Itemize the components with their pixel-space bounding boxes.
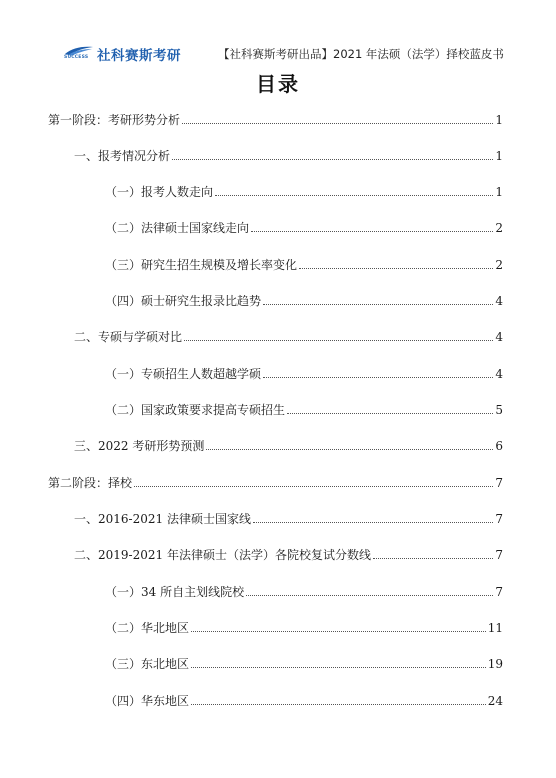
toc-entry-label: （一）报考人数走向 xyxy=(105,185,214,199)
toc-entry-label: 第二阶段：择校 xyxy=(48,476,133,490)
toc-entry-label: （四）硕士研究生报录比趋势 xyxy=(105,294,262,308)
toc-entry-label: （二）国家政策要求提高专硕招生 xyxy=(105,403,286,417)
toc-dot-leader xyxy=(191,704,486,705)
toc-entry[interactable] xyxy=(105,401,503,417)
toc-dot-leader xyxy=(287,413,493,414)
toc-entry-page: 7 xyxy=(495,476,503,490)
toc-entry[interactable] xyxy=(105,692,503,708)
toc-entry-label: （二）法律硕士国家线走向 xyxy=(105,221,250,235)
toc-entry[interactable] xyxy=(74,437,503,453)
toc-entry[interactable] xyxy=(48,474,503,490)
toc-dot-leader xyxy=(251,231,493,232)
toc-entry-page: 2 xyxy=(495,258,503,272)
toc-entry[interactable] xyxy=(105,219,503,235)
toc-entry-page: 6 xyxy=(495,439,503,453)
toc-dot-leader xyxy=(373,558,493,559)
toc-dot-leader xyxy=(206,449,493,450)
toc-entry[interactable] xyxy=(105,183,503,199)
toc-entry-label: （二）华北地区 xyxy=(105,621,190,635)
toc-entry[interactable] xyxy=(105,256,503,272)
toc-entry-label: （三）研究生招生规模及增长率变化 xyxy=(105,258,298,272)
toc-dot-leader xyxy=(246,595,493,596)
toc-entry-label: （三）东北地区 xyxy=(105,657,190,671)
toc-entry[interactable] xyxy=(105,655,503,671)
toc-dot-leader xyxy=(191,631,486,632)
toc-dot-leader xyxy=(215,195,493,196)
toc-entry-page: 11 xyxy=(487,621,503,635)
toc-dot-leader xyxy=(184,340,493,341)
toc-entry-page: 4 xyxy=(495,330,503,344)
toc-entry-label: 第一阶段：考研形势分析 xyxy=(48,113,181,127)
toc-entry[interactable] xyxy=(105,292,503,308)
page-title: 目录 xyxy=(256,72,300,96)
toc-dot-leader xyxy=(299,268,493,269)
toc-entry-label: 二、2019-2021 年法律硕士（法学）各院校复试分数线 xyxy=(74,548,371,562)
toc-entry-page: 7 xyxy=(495,585,503,599)
toc-entry-label: （四）华东地区 xyxy=(105,694,190,708)
toc-entry-label: （一）34 所自主划线院校 xyxy=(105,585,245,599)
toc-entry-page: 1 xyxy=(495,149,503,163)
toc-entry-page: 19 xyxy=(487,657,503,671)
toc-entry-page: 1 xyxy=(495,185,503,199)
header-title: 【社科赛斯考研出品】2021 年法硕（法学）择校蓝皮书 xyxy=(218,47,504,61)
toc-dot-leader xyxy=(263,377,493,378)
toc-entry[interactable] xyxy=(74,328,503,344)
toc-entry[interactable] xyxy=(74,147,503,163)
toc-entry-page: 24 xyxy=(487,694,503,708)
toc-entry-page: 4 xyxy=(495,367,503,381)
toc-entry-page: 5 xyxy=(495,403,503,417)
toc-dot-leader xyxy=(253,522,493,523)
toc-entry-label: （一）专硕招生人数超越学硕 xyxy=(105,367,262,381)
toc-dot-leader xyxy=(263,304,493,305)
toc-dot-leader xyxy=(191,667,486,668)
toc-entry[interactable] xyxy=(48,111,503,127)
toc-entry-page: 2 xyxy=(495,221,503,235)
toc-dot-leader xyxy=(182,123,493,124)
toc-entry-page: 1 xyxy=(495,113,503,127)
toc-entry[interactable] xyxy=(105,619,503,635)
toc-entry-label: 一、报考情况分析 xyxy=(74,149,171,163)
logo-text: 社科赛斯考研 xyxy=(97,48,181,64)
toc-entry-label: 三、2022 考研形势预测 xyxy=(74,439,205,453)
toc-entry[interactable] xyxy=(74,546,503,562)
toc-entry[interactable] xyxy=(105,365,503,381)
toc-entry-label: 一、2016-2021 法律硕士国家线 xyxy=(74,512,251,526)
toc-entry-label: 二、专硕与学硕对比 xyxy=(74,330,183,344)
toc-entry[interactable] xyxy=(105,583,503,599)
toc-entry-page: 7 xyxy=(495,512,503,526)
toc-dot-leader xyxy=(172,159,493,160)
toc-entry[interactable] xyxy=(74,510,503,526)
toc-entry-page: 7 xyxy=(495,548,503,562)
toc-dot-leader xyxy=(134,486,493,487)
toc-entry-page: 4 xyxy=(495,294,503,308)
logo-tagline: SUCCESS xyxy=(64,55,89,60)
